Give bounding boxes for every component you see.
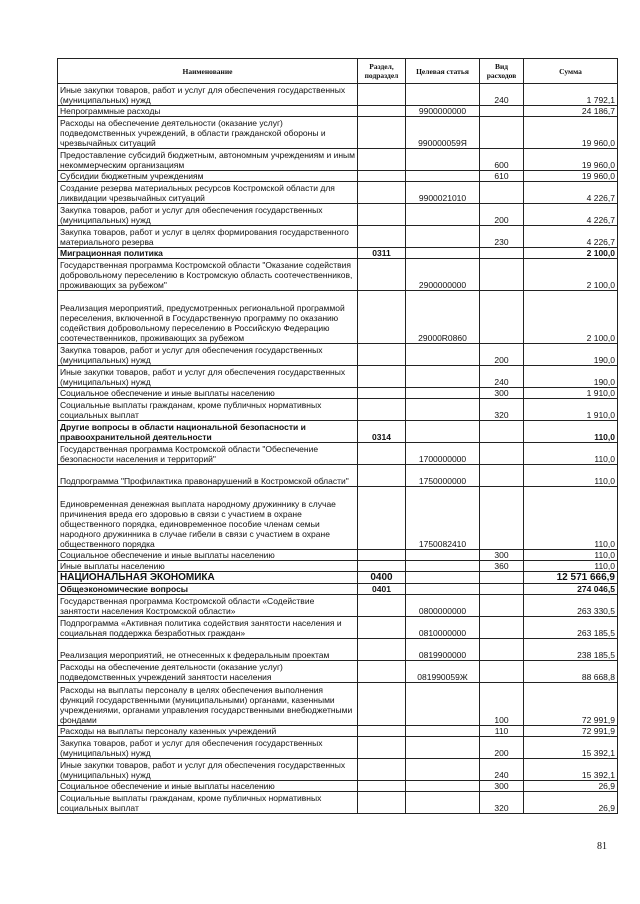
cell-name: Государственная программа Костромской области "Оказание содействия добровольному переселению в Костромскую область соотечественников, проживающих за рубежом" (58, 259, 358, 291)
cell-name: Субсидии бюджетным учреждениям (58, 171, 358, 182)
cell-name: Закупка товаров, работ и услуг для обеспечения государственных (муниципальных) нужд (58, 344, 358, 366)
cell-target (406, 550, 480, 561)
cell-section (358, 291, 406, 344)
table-row (58, 366, 618, 388)
table-row (58, 683, 618, 726)
cell-sum: 110,0 (524, 465, 618, 487)
cell-name: Социальные выплаты гражданам, кроме публичных нормативных социальных выплат (58, 792, 358, 814)
cell-sum: 263 185,5 (524, 617, 618, 639)
table-row (58, 117, 618, 149)
table-row (58, 781, 618, 792)
cell-target (406, 421, 480, 443)
cell-sum: 1 792,1 (524, 84, 618, 106)
table-row (58, 84, 618, 106)
cell-target (406, 683, 480, 726)
cell-section (358, 443, 406, 465)
cell-section (358, 171, 406, 182)
table-row (58, 443, 618, 465)
cell-sum: 15 392,1 (524, 737, 618, 759)
budget-table (57, 58, 618, 814)
cell-sum: 19 960,0 (524, 149, 618, 171)
cell-sum: 12 571 666,9 (524, 572, 618, 584)
header-sum: Сумма (524, 59, 618, 84)
cell-type: 240 (480, 84, 524, 106)
table-row (58, 399, 618, 421)
cell-target: 081990059Ж (406, 661, 480, 683)
cell-sum: 26,9 (524, 792, 618, 814)
cell-target (406, 171, 480, 182)
cell-sum: 110,0 (524, 550, 618, 561)
cell-name: Единовременная денежная выплата народному дружиннику в случае причинения вреда его здоровью в связи с участием в охране общественного порядка, единовременное пособие членам семьи народного дружинника в случае гибели в связи с участием в охране общественного порядка (58, 487, 358, 550)
cell-target (406, 248, 480, 259)
cell-target: 0810000000 (406, 617, 480, 639)
cell-sum: 263 330,5 (524, 595, 618, 617)
cell-name: Социальное обеспечение и иные выплаты населению (58, 781, 358, 792)
cell-name: Предоставление субсидий бюджетным, автономным учреждениям и иным некоммерческим организациям (58, 149, 358, 171)
cell-name: Подпрограмма «Активная политика содействия занятости населения и социальная поддержка безработных граждан» (58, 617, 358, 639)
cell-section (358, 561, 406, 572)
cell-target (406, 572, 480, 584)
table-row (58, 226, 618, 248)
cell-target: 1750000000 (406, 465, 480, 487)
cell-target: 1700000000 (406, 443, 480, 465)
cell-sum: 26,9 (524, 781, 618, 792)
cell-name: Другие вопросы в области национальной безопасности и правоохранительной деятельности (58, 421, 358, 443)
cell-target (406, 781, 480, 792)
budget-table-sheet (57, 58, 617, 814)
table-row (58, 737, 618, 759)
cell-section (358, 106, 406, 117)
cell-section (358, 550, 406, 561)
table-row (58, 388, 618, 399)
cell-type (480, 617, 524, 639)
cell-type (480, 465, 524, 487)
table-row (58, 259, 618, 291)
cell-type: 110 (480, 726, 524, 737)
table-row (58, 561, 618, 572)
table-row (58, 248, 618, 259)
table-row (58, 149, 618, 171)
cell-type: 320 (480, 792, 524, 814)
cell-type: 300 (480, 388, 524, 399)
cell-name: Социальные выплаты гражданам, кроме публичных нормативных социальных выплат (58, 399, 358, 421)
cell-section (358, 737, 406, 759)
cell-section (358, 487, 406, 550)
table-row (58, 465, 618, 487)
cell-type: 240 (480, 366, 524, 388)
cell-sum: 24 186,7 (524, 106, 618, 117)
cell-section (358, 781, 406, 792)
cell-type (480, 572, 524, 584)
cell-target (406, 561, 480, 572)
cell-sum: 2 100,0 (524, 291, 618, 344)
cell-sum: 1 910,0 (524, 399, 618, 421)
cell-sum: 2 100,0 (524, 248, 618, 259)
cell-section: 0314 (358, 421, 406, 443)
cell-target (406, 399, 480, 421)
table-row (58, 550, 618, 561)
cell-type (480, 106, 524, 117)
cell-type (480, 421, 524, 443)
cell-name: Подпрограмма "Профилактика правонарушений в Костромской области" (58, 465, 358, 487)
cell-type (480, 595, 524, 617)
cell-name: Общеэкономические вопросы (58, 584, 358, 595)
cell-type (480, 117, 524, 149)
cell-sum: 190,0 (524, 366, 618, 388)
cell-sum: 72 991,9 (524, 683, 618, 726)
table-row (58, 584, 618, 595)
cell-name: Непрограммные расходы (58, 106, 358, 117)
cell-section: 0311 (358, 248, 406, 259)
cell-target: 9900000000 (406, 106, 480, 117)
cell-section (358, 683, 406, 726)
table-row (58, 344, 618, 366)
cell-name: Социальное обеспечение и иные выплаты населению (58, 550, 358, 561)
cell-name: Расходы на обеспечение деятельности (оказание услуг) подведомственных учреждений, в области гражданской обороны и чрезвычайных ситуаций (58, 117, 358, 149)
cell-type (480, 639, 524, 661)
cell-sum: 190,0 (524, 344, 618, 366)
cell-target (406, 759, 480, 781)
cell-type (480, 291, 524, 344)
header-type: Вид расходов (480, 59, 524, 84)
cell-target (406, 792, 480, 814)
cell-type: 300 (480, 781, 524, 792)
cell-target (406, 737, 480, 759)
cell-target: 0800000000 (406, 595, 480, 617)
cell-sum: 238 185,5 (524, 639, 618, 661)
table-row (58, 106, 618, 117)
cell-type (480, 259, 524, 291)
cell-name: Создание резерва материальных ресурсов Костромской области для ликвидации чрезвычайных ситуаций (58, 182, 358, 204)
cell-type: 230 (480, 226, 524, 248)
table-row (58, 759, 618, 781)
cell-target: 0819900000 (406, 639, 480, 661)
cell-type: 200 (480, 204, 524, 226)
cell-section (358, 465, 406, 487)
cell-sum: 110,0 (524, 487, 618, 550)
cell-sum: 4 226,7 (524, 204, 618, 226)
cell-section (358, 388, 406, 399)
cell-type: 200 (480, 737, 524, 759)
cell-sum: 4 226,7 (524, 226, 618, 248)
cell-target: 29000R0860 (406, 291, 480, 344)
table-row (58, 204, 618, 226)
cell-target (406, 204, 480, 226)
cell-type: 360 (480, 561, 524, 572)
cell-type (480, 443, 524, 465)
cell-type (480, 248, 524, 259)
table-body (58, 84, 618, 814)
cell-section (358, 792, 406, 814)
cell-name: Миграционная политика (58, 248, 358, 259)
cell-sum: 110,0 (524, 561, 618, 572)
header-section: Раздел, подраздел (358, 59, 406, 84)
cell-type (480, 182, 524, 204)
table-row (58, 661, 618, 683)
cell-name: Реализация мероприятий, не отнесенных к федеральным проектам (58, 639, 358, 661)
cell-sum: 19 960,0 (524, 117, 618, 149)
cell-section (358, 259, 406, 291)
cell-section: 0400 (358, 572, 406, 584)
cell-section (358, 344, 406, 366)
cell-type: 610 (480, 171, 524, 182)
cell-target: 9900021010 (406, 182, 480, 204)
cell-sum: 1 910,0 (524, 388, 618, 399)
table-row (58, 487, 618, 550)
cell-section (358, 726, 406, 737)
cell-target: 2900000000 (406, 259, 480, 291)
cell-name: Закупка товаров, работ и услуг в целях формирования государственного материального резерва (58, 226, 358, 248)
cell-target (406, 344, 480, 366)
cell-type: 200 (480, 344, 524, 366)
cell-sum: 72 991,9 (524, 726, 618, 737)
cell-section (358, 182, 406, 204)
cell-sum: 15 392,1 (524, 759, 618, 781)
cell-name: Иные закупки товаров, работ и услуг для обеспечения государственных (муниципальных) нужд (58, 366, 358, 388)
cell-name: Закупка товаров, работ и услуг для обеспечения государственных (муниципальных) нужд (58, 204, 358, 226)
cell-section (358, 226, 406, 248)
cell-section (358, 149, 406, 171)
cell-section (358, 117, 406, 149)
cell-section (358, 595, 406, 617)
cell-name: НАЦИОНАЛЬНАЯ ЭКОНОМИКА (58, 572, 358, 584)
cell-section (358, 399, 406, 421)
cell-sum: 110,0 (524, 443, 618, 465)
cell-sum: 88 668,8 (524, 661, 618, 683)
table-row (58, 792, 618, 814)
table-row (58, 171, 618, 182)
cell-sum: 4 226,7 (524, 182, 618, 204)
header-name: Наименование (58, 59, 358, 84)
cell-sum: 110,0 (524, 421, 618, 443)
cell-section: 0401 (358, 584, 406, 595)
cell-type: 600 (480, 149, 524, 171)
cell-target (406, 149, 480, 171)
table-row (58, 595, 618, 617)
page-number: 81 (597, 841, 607, 852)
table-row (58, 572, 618, 584)
cell-sum: 2 100,0 (524, 259, 618, 291)
cell-name: Государственная программа Костромской области «Содействие занятости населения Костромской области» (58, 595, 358, 617)
cell-type: 240 (480, 759, 524, 781)
cell-section (358, 204, 406, 226)
cell-type (480, 487, 524, 550)
table-header-row (58, 59, 618, 84)
cell-type (480, 661, 524, 683)
cell-name: Расходы на выплаты персоналу в целях обеспечения выполнения функций государственными (муниципальными) органами, казенными учреждениями, органами управления государственными внебюджетными фондами (58, 683, 358, 726)
table-row (58, 639, 618, 661)
cell-name: Реализация мероприятий, предусмотренных региональной программой переселения, включенной в Государственную программу по оказанию содействия добровольному переселению в Российскую Федерацию соотечественников, проживающих за рубежом (58, 291, 358, 344)
cell-name: Расходы на выплаты персоналу казенных учреждений (58, 726, 358, 737)
cell-name: Государственная программа Костромской области "Обеспечение безопасности населения и территорий" (58, 443, 358, 465)
cell-sum: 274 046,5 (524, 584, 618, 595)
cell-section (358, 759, 406, 781)
cell-target: 990000059Я (406, 117, 480, 149)
cell-type (480, 584, 524, 595)
cell-target (406, 726, 480, 737)
cell-name: Закупка товаров, работ и услуг для обеспечения государственных (муниципальных) нужд (58, 737, 358, 759)
cell-target (406, 226, 480, 248)
cell-type: 100 (480, 683, 524, 726)
table-row (58, 421, 618, 443)
cell-name: Иные закупки товаров, работ и услуг для обеспечения государственных (муниципальных) нужд (58, 84, 358, 106)
cell-target: 1750082410 (406, 487, 480, 550)
cell-name: Иные закупки товаров, работ и услуг для обеспечения государственных (муниципальных) нужд (58, 759, 358, 781)
cell-target (406, 584, 480, 595)
cell-target (406, 84, 480, 106)
cell-name: Расходы на обеспечение деятельности (оказание услуг) подведомственных учреждений занятости населения (58, 661, 358, 683)
table-row (58, 617, 618, 639)
cell-section (358, 84, 406, 106)
cell-type: 300 (480, 550, 524, 561)
cell-section (358, 639, 406, 661)
cell-type: 320 (480, 399, 524, 421)
cell-name: Социальное обеспечение и иные выплаты населению (58, 388, 358, 399)
header-target: Целевая статья (406, 59, 480, 84)
table-row (58, 182, 618, 204)
cell-section (358, 617, 406, 639)
cell-name: Иные выплаты населению (58, 561, 358, 572)
cell-target (406, 388, 480, 399)
table-row (58, 291, 618, 344)
table-row (58, 726, 618, 737)
cell-target (406, 366, 480, 388)
cell-sum: 19 960,0 (524, 171, 618, 182)
cell-section (358, 366, 406, 388)
cell-section (358, 661, 406, 683)
